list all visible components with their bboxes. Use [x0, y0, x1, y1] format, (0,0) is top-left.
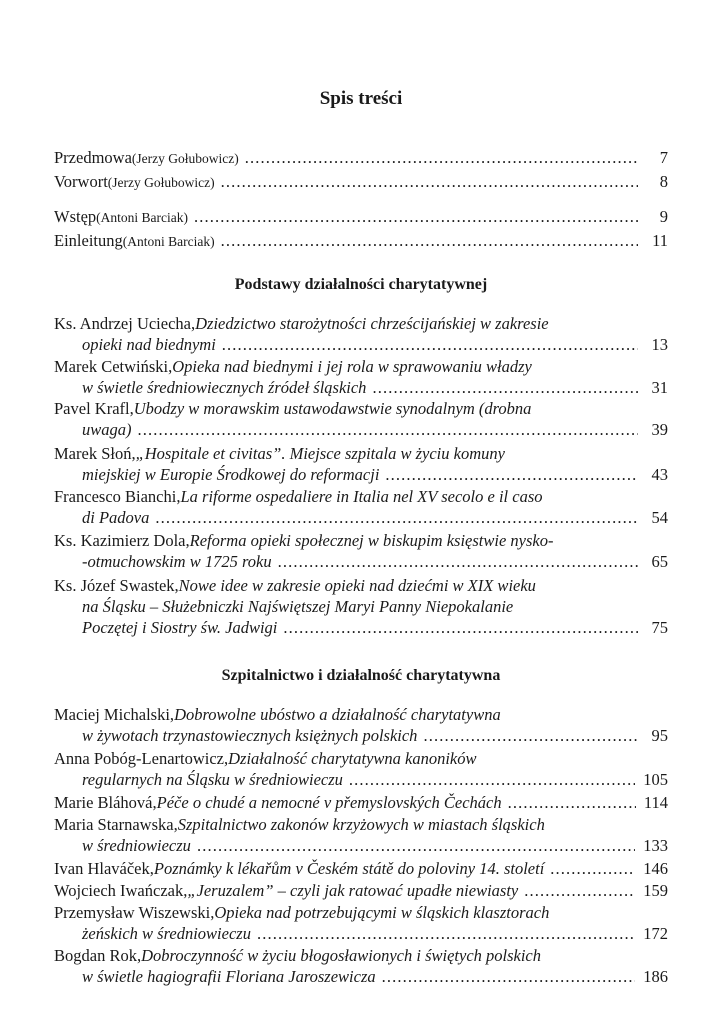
entry-title-cont: miejskiej w Europie Środkowej do reformacji	[82, 465, 380, 484]
entry-title: Einleitung	[54, 231, 123, 250]
entry-title: Dobroczynność w życiu błogosławionych i świętych polskich	[141, 946, 542, 965]
dot-leader	[382, 967, 636, 987]
entry-author: Marie Bláhová,	[54, 793, 157, 812]
entry-title: Nowe idee w zakresie opieki nad dziećmi w XIX wieku	[178, 576, 536, 595]
page-number: 105	[643, 770, 668, 789]
page-number: 159	[643, 881, 668, 900]
page-number: 8	[659, 172, 668, 191]
toc-line	[54, 924, 668, 945]
entry-title-cont: Poczętej i Siostry św. Jadwigi	[82, 618, 278, 637]
entry-title-cont: w żywotach trzynastowiecznych księżnych polskich	[82, 726, 418, 745]
entry-title: Opieka nad potrzebującymi w śląskich klasztorach	[214, 903, 550, 922]
toc-line	[54, 859, 668, 880]
entry-title: Szpitalnictwo zakonów krzyżowych w miastach śląskich	[177, 815, 545, 834]
toc-line	[54, 420, 668, 441]
entry-title: Dobrowolne ubóstwo a działalność charytatywna	[174, 705, 501, 724]
toc-entry	[54, 815, 668, 857]
entry-author: Ks. Józef Swastek,	[54, 576, 179, 595]
dot-leader	[222, 335, 638, 355]
toc-entry	[54, 172, 668, 193]
toc-line	[54, 531, 668, 552]
toc-entry	[54, 946, 668, 988]
entry-title: Działalność charytatywna kanoników	[228, 749, 477, 768]
entry-title: La riforme ospedaliere in Italia nel XV secolo e il caso	[180, 487, 543, 506]
page-number: 54	[651, 508, 668, 527]
dot-leader	[278, 552, 638, 572]
dot-leader	[385, 465, 638, 485]
entry-title: Vorwort	[54, 172, 108, 191]
page-number: 114	[643, 793, 668, 812]
entry-title: Reforma opieki społecznej w biskupim księstwie nysko-	[189, 531, 554, 550]
toc-entry	[54, 859, 668, 880]
dot-leader	[197, 836, 635, 856]
dot-leader	[550, 859, 635, 879]
page-number: 39	[651, 420, 668, 439]
entry-author: Marek Słoń,	[54, 444, 136, 463]
page-number: 172	[643, 924, 668, 943]
toc-line	[54, 597, 668, 618]
toc-line	[54, 207, 668, 228]
dot-leader	[257, 924, 635, 944]
page-number: 146	[643, 859, 668, 878]
toc-entry	[54, 231, 668, 252]
entry-author: Pavel Krafl,	[54, 399, 134, 418]
dot-leader	[283, 618, 638, 638]
page-number: 11	[652, 231, 668, 250]
toc-line	[54, 487, 668, 508]
entry-author: Maria Starnawska,	[54, 815, 178, 834]
page-number: 75	[651, 618, 668, 637]
entry-title-cont: w średniowieczu	[82, 836, 191, 855]
entry-title: Poznámky k lékařům v Českém státě do poloviny 14. století	[153, 859, 545, 878]
toc-line	[54, 399, 668, 420]
dot-leader	[221, 172, 638, 192]
entry-title-cont: regularnych na Śląsku w średniowieczu	[82, 770, 343, 789]
toc-line	[54, 335, 668, 356]
toc-line	[54, 231, 668, 252]
entry-author: Ks. Andrzej Uciecha,	[54, 314, 196, 333]
page-number: 133	[643, 836, 668, 855]
toc-entry	[54, 749, 668, 791]
section-heading: Podstawy działalności charytatywnej	[234, 276, 488, 293]
dot-leader	[155, 508, 638, 528]
toc-line	[54, 881, 668, 902]
page-title: Spis treści	[319, 88, 403, 109]
entry-title: Péče o chudé a nemocné v přemyslovských Čechách	[156, 793, 502, 812]
toc-entry	[54, 903, 668, 945]
toc-line	[54, 148, 668, 169]
toc-entry	[54, 444, 668, 486]
entry-author: Anna Pobóg-Lenartowicz,	[54, 749, 229, 768]
dot-leader	[524, 881, 635, 901]
entry-title: Przedmowa	[54, 148, 132, 167]
dot-leader	[508, 793, 636, 813]
toc-entry	[54, 487, 668, 529]
entry-title: „Hospitale et civitas”. Miejsce szpitala w życiu komuny	[135, 444, 505, 463]
toc-entry	[54, 399, 668, 441]
page-number: 65	[651, 552, 668, 571]
toc-line	[54, 705, 668, 726]
entry-title: Opieka nad biednymi i jej rola w sprawowaniu władzy	[172, 357, 532, 376]
toc-line	[54, 576, 668, 597]
toc-entry	[54, 881, 668, 902]
toc-entry	[54, 148, 668, 169]
entry-title-cont: na Śląsku – Służebniczki Najświętszej Maryi Panny Niepokalanie	[82, 597, 514, 616]
dot-leader	[194, 207, 638, 227]
toc-line	[54, 726, 668, 747]
dot-leader	[372, 378, 638, 398]
toc-line	[54, 465, 668, 486]
entry-title-cont: uwaga)	[82, 420, 132, 439]
entry-author: Marek Cetwiński,	[54, 357, 173, 376]
toc-line	[54, 946, 668, 967]
page-number: 9	[659, 207, 668, 226]
page-number: 7	[659, 148, 668, 167]
page-number: 13	[651, 335, 668, 354]
entry-author: Bogdan Rok,	[54, 946, 142, 965]
toc-line	[54, 815, 668, 836]
dot-leader	[349, 770, 635, 790]
entry-author: Francesco Bianchi,	[54, 487, 181, 506]
entry-title-cont: w świetle hagiografii Floriana Jaroszewicza	[82, 967, 376, 986]
entry-title: „Jeruzalem” – czyli jak ratować upadłe niewiasty	[187, 881, 519, 900]
dot-leader	[221, 231, 638, 251]
entry-title: Wstęp	[54, 207, 97, 226]
toc-line	[54, 378, 668, 399]
dot-leader	[245, 148, 638, 168]
entry-author: Przemysław Wiszewski,	[54, 903, 215, 922]
toc-entry	[54, 705, 668, 747]
entry-title: Ubodzy w morawskim ustawodawstwie synodalnym (drobna	[133, 399, 532, 418]
entry-editor: (Jerzy Gołubowicz)	[131, 151, 239, 166]
dot-leader	[138, 420, 639, 440]
entry-editor: (Antoni Barciak)	[96, 210, 188, 225]
toc-line	[54, 903, 668, 924]
toc-line	[54, 793, 668, 814]
toc-line	[54, 618, 668, 639]
toc-entry	[54, 793, 668, 814]
entry-author: Ks. Kazimierz Dola,	[54, 531, 190, 550]
toc-line	[54, 836, 668, 857]
toc-line	[54, 508, 668, 529]
toc-entry	[54, 207, 668, 228]
entry-editor: (Jerzy Gołubowicz)	[107, 175, 215, 190]
entry-author: Wojciech Iwańczak,	[54, 881, 188, 900]
toc-entry	[54, 357, 668, 399]
entry-title: Dziedzictwo starożytności chrześcijańskiej w zakresie	[195, 314, 549, 333]
entry-title-cont: żeńskich w średniowieczu	[82, 924, 251, 943]
entry-author: Ivan Hlaváček,	[54, 859, 154, 878]
entry-title-cont: opieki nad biednymi	[82, 335, 216, 354]
toc-line	[54, 172, 668, 193]
toc-line	[54, 770, 668, 791]
toc-line	[54, 444, 668, 465]
toc-entry	[54, 576, 668, 639]
section-heading: Szpitalnictwo i działalność charytatywna	[221, 667, 501, 684]
page-number: 43	[651, 465, 668, 484]
entry-title-cont: w świetle średniowiecznych źródeł śląskich	[82, 378, 367, 397]
toc-line	[54, 314, 668, 335]
toc-entry	[54, 314, 668, 356]
toc-entry	[54, 531, 668, 573]
entry-title-cont: di Padova	[82, 508, 150, 527]
toc-line	[54, 552, 668, 573]
page-number: 95	[651, 726, 668, 745]
entry-editor: (Antoni Barciak)	[122, 234, 215, 249]
toc-line	[54, 749, 668, 770]
page-number: 31	[651, 378, 668, 397]
entry-author: Maciej Michalski,	[54, 705, 175, 724]
toc-line	[54, 357, 668, 378]
page-number: 186	[643, 967, 668, 986]
dot-leader	[423, 726, 638, 746]
toc-line	[54, 967, 668, 988]
entry-title-cont: -otmuchowskim w 1725 roku	[82, 552, 272, 571]
